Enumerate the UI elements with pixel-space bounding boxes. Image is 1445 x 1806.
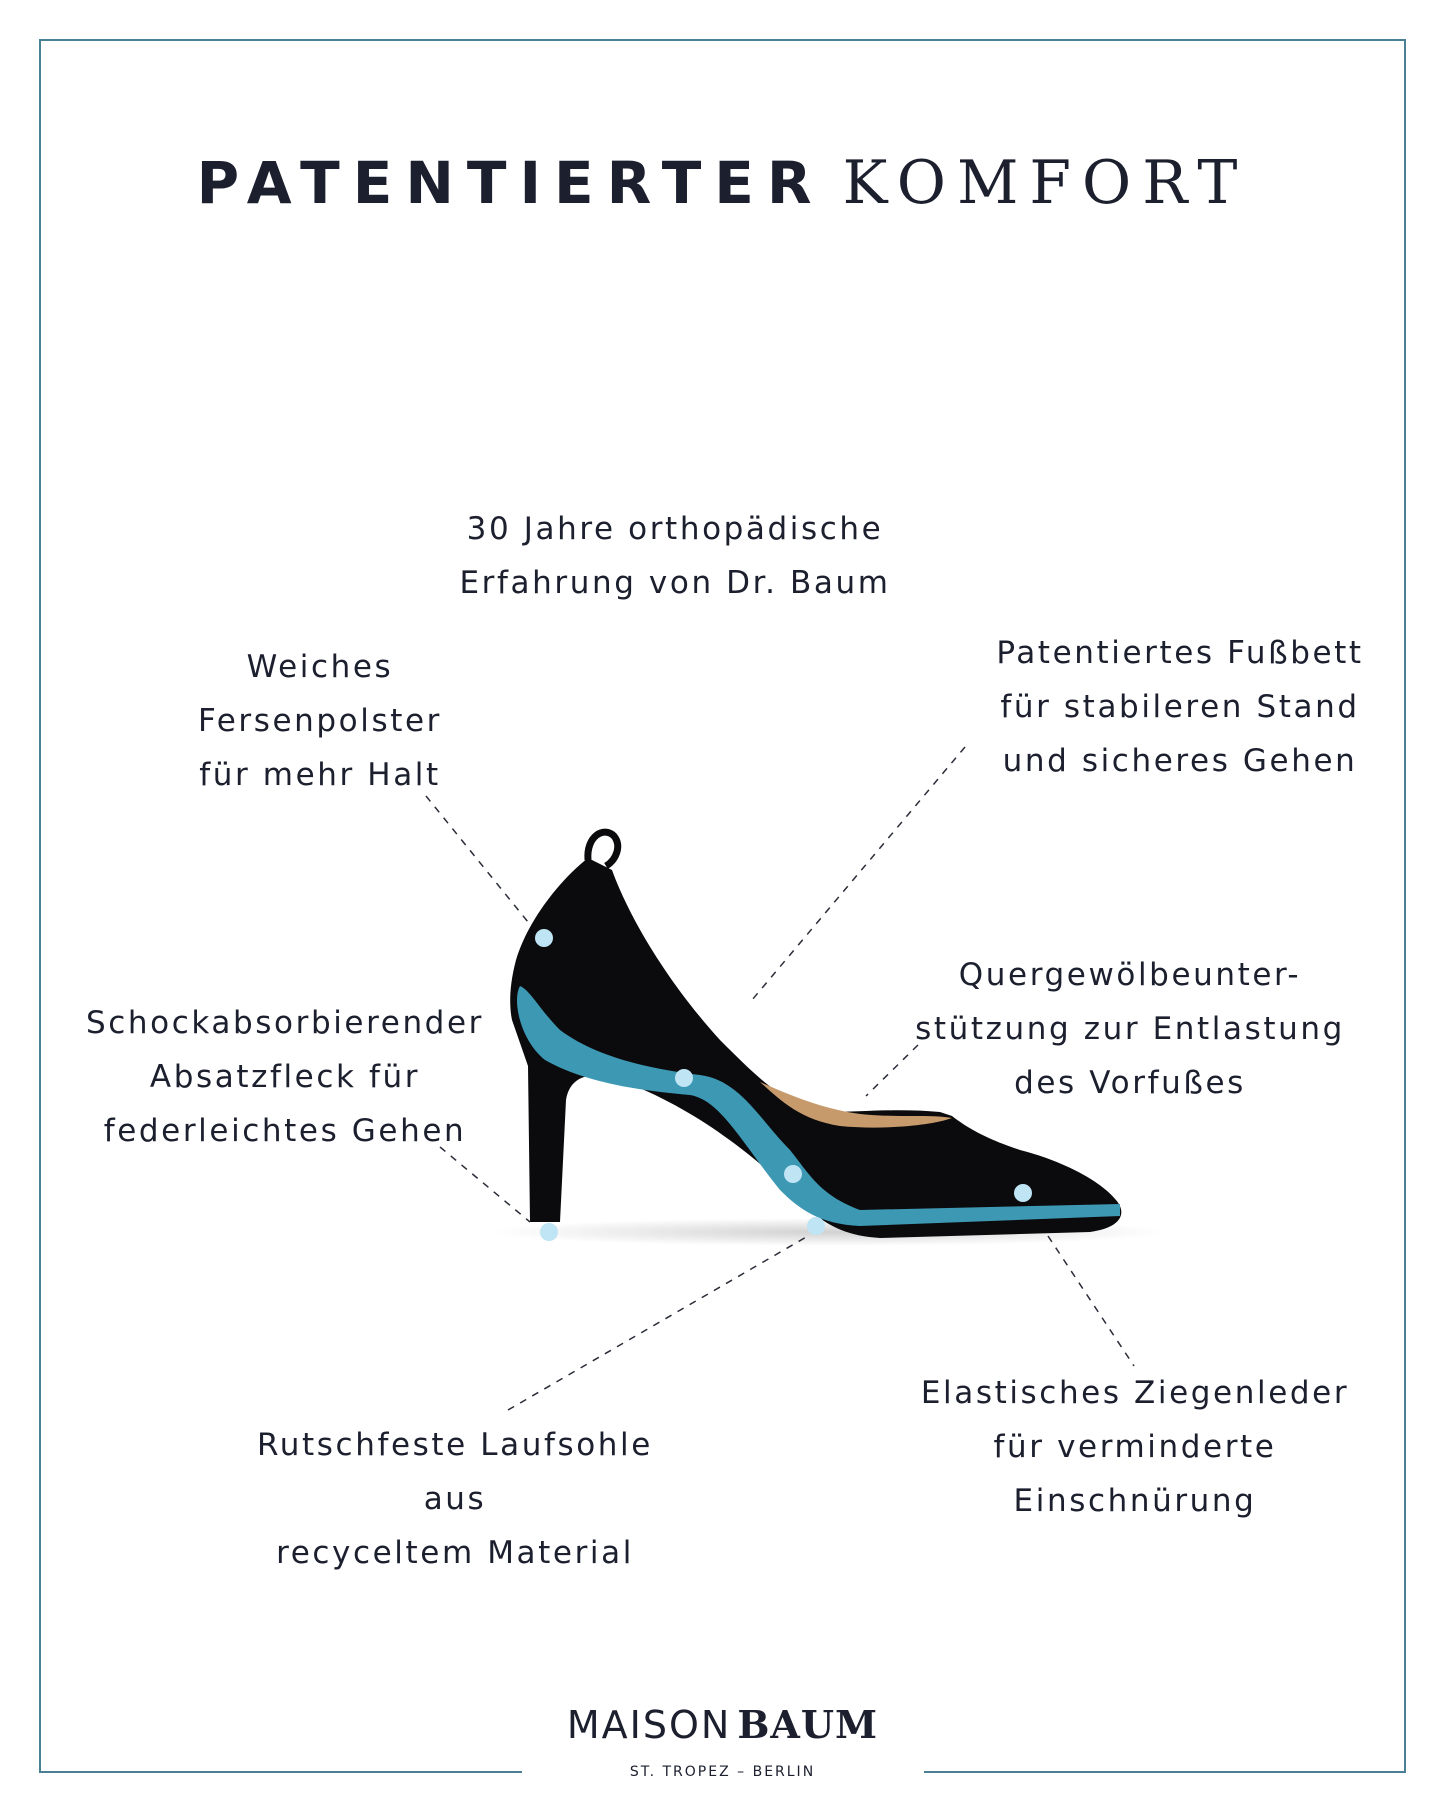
feature-shock: Schockabsorbierender Absatzfleck für federleichtes Gehen [86,1005,484,1149]
feature-leather: Elastisches Ziegenleder für verminderte Einschnürung [920,1375,1350,1519]
brand-logo [0,1702,1445,1747]
brand-name-light: MAISON [566,1703,732,1747]
feature-heel-pad: Weiches Fersenpolster für mehr Halt [197,649,442,793]
line-shock [440,1147,530,1222]
feature-footbed: Patentiertes Fußbett für stabileren Stand und sicheres Gehen [996,635,1364,779]
line-heel-pad [426,796,528,922]
title-part-2: KOMFORT [842,148,1249,218]
feature-outsole: Rutschfeste Laufsohle aus recyceltem Material [257,1427,653,1571]
dot-footbed [675,1069,693,1087]
dot-heel-pad [535,929,553,947]
brand-name-bold: BAUM [737,1702,879,1747]
dot-arch [784,1165,802,1183]
dot-outsole [807,1217,825,1235]
dot-shock [540,1223,558,1241]
title-part-1: PATENTIERTER [196,149,825,217]
line-outsole [508,1236,808,1410]
dot-leather [1014,1184,1032,1202]
line-leather [1048,1236,1134,1366]
feature-experience: 30 Jahre orthopädische Erfahrung von Dr. Baum [459,511,891,601]
feature-arch: Quergewölbeunter- stützung zur Entlastung des Vorfußes [915,957,1345,1101]
brand-tagline: ST. TROPEZ – BERLIN [629,1764,816,1780]
